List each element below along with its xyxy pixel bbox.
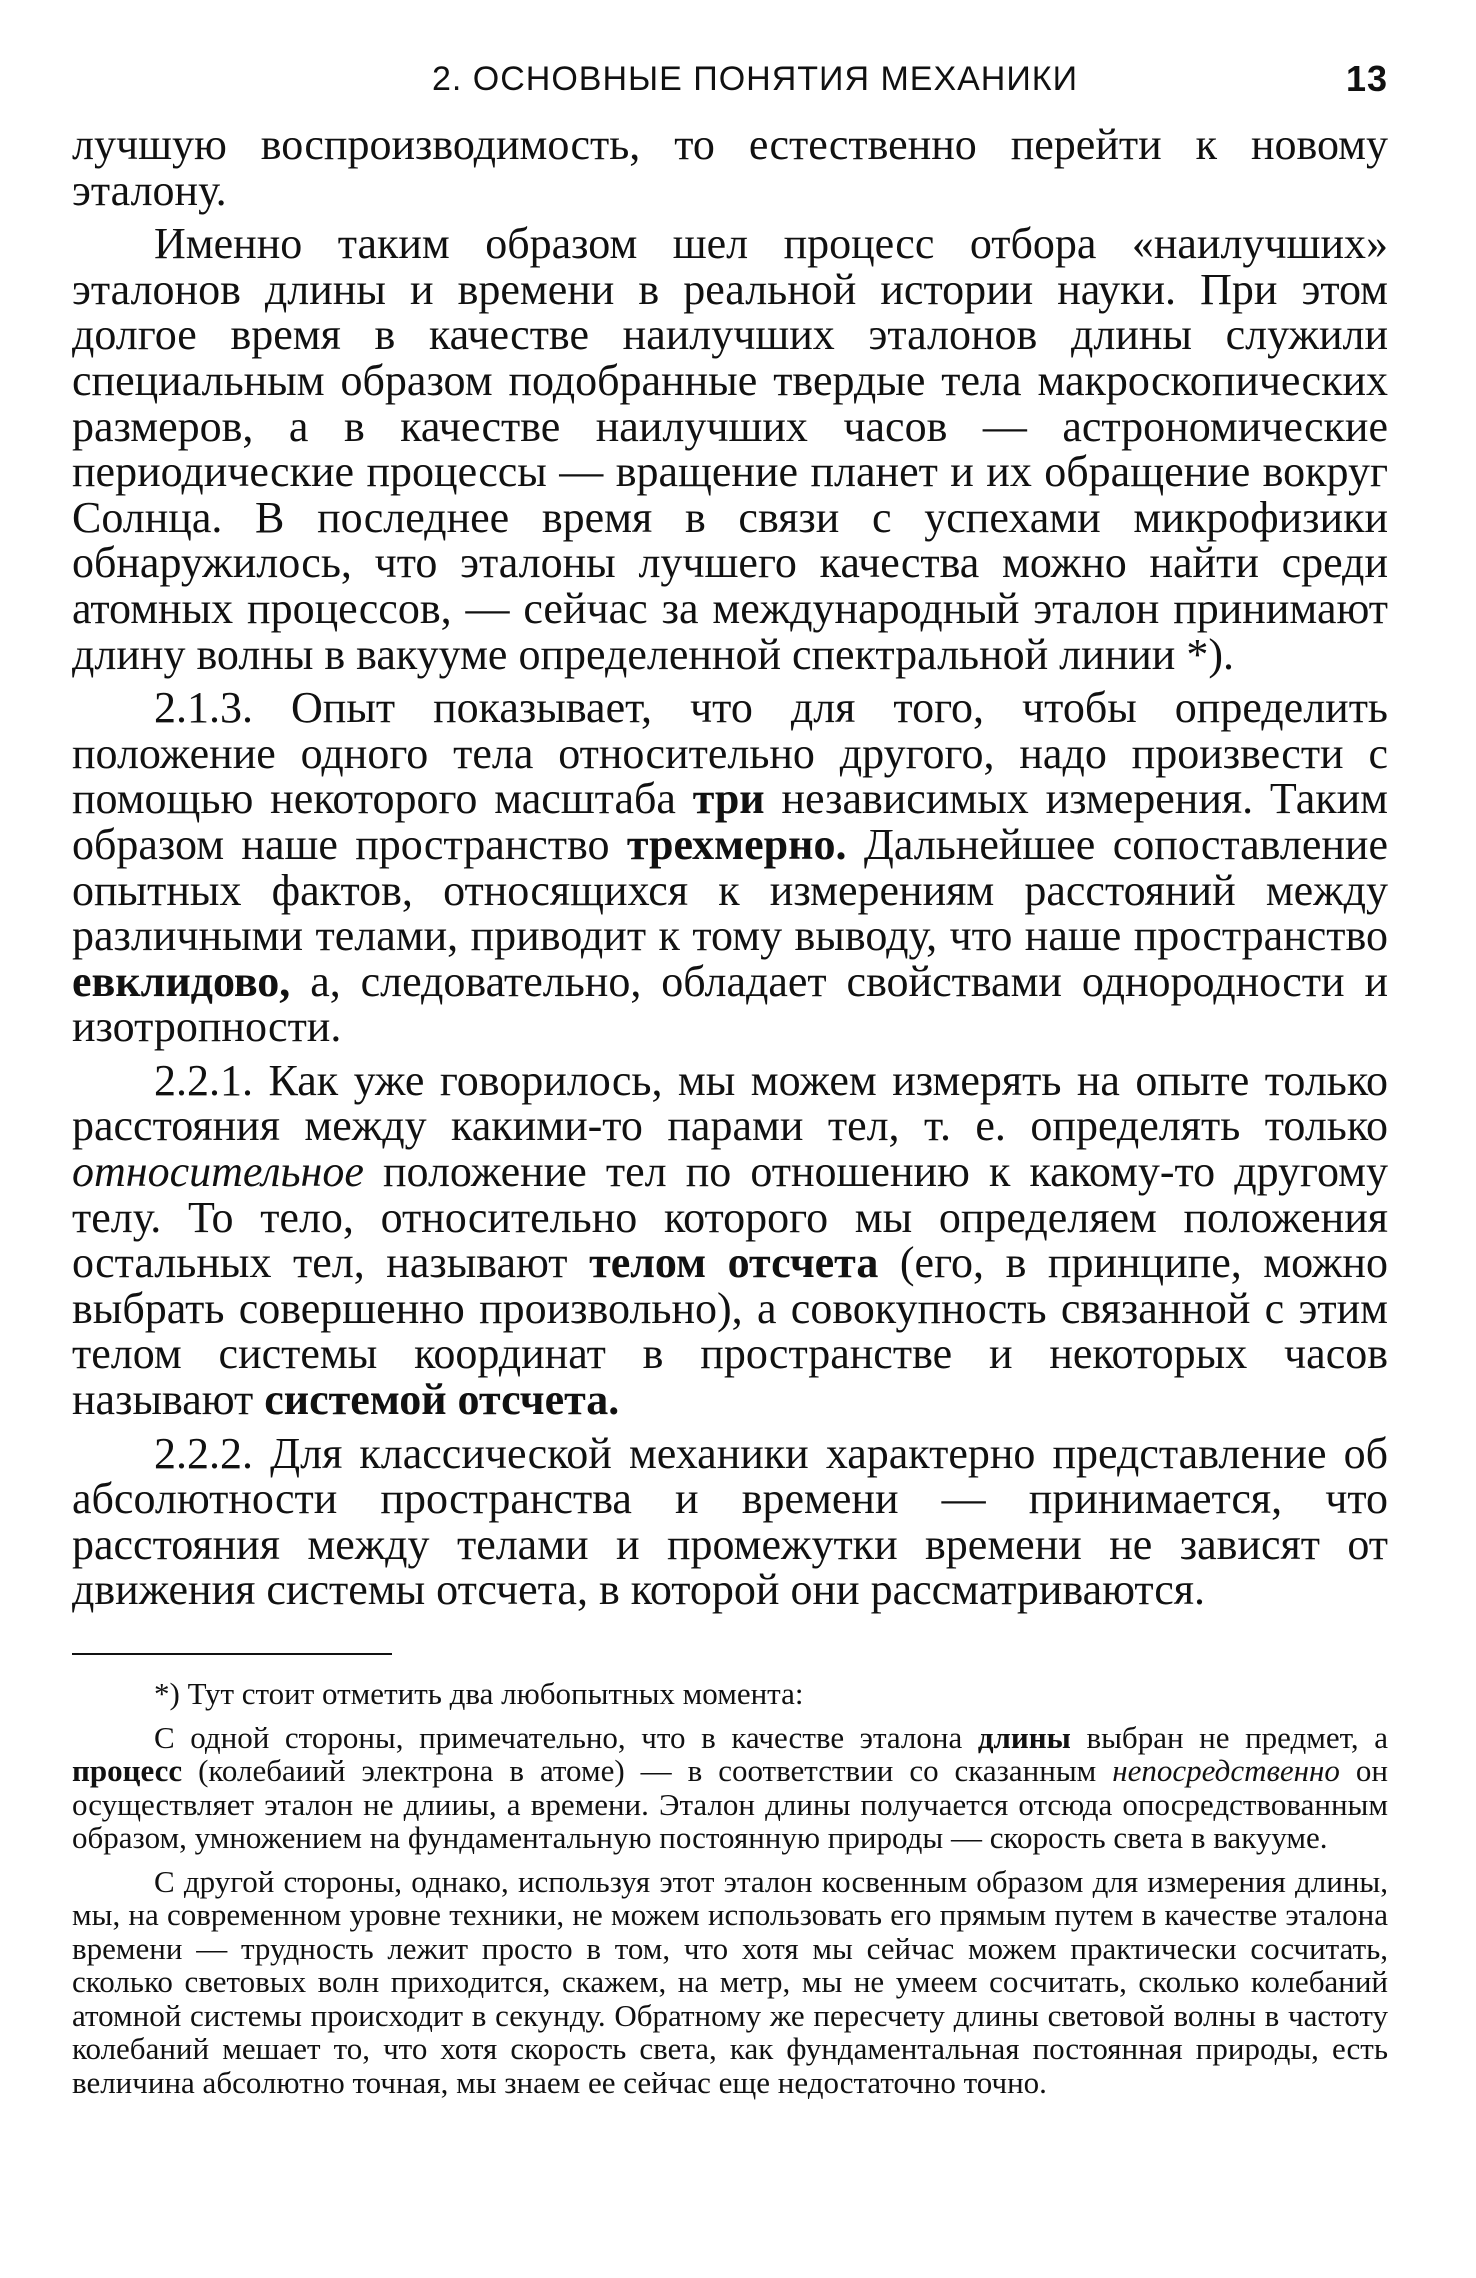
- section-number: 2.2.1.: [154, 1055, 253, 1105]
- paragraph-2-2-1: [72, 1055, 1388, 1425]
- text-span: а, следовательно, обладает свойствами однородности и изотропности.: [72, 956, 1388, 1052]
- footnote-paragraph-2: С другой стороны, однако, используя этот эталон косвенным образом для измерения длины, мы, на современном уровне техники, не можем использовать его прямым путем в качестве эталона времени — трудность лежит просто в том, что хотя мы сейчас можем практически сосчитать, сколько световых волн приходится, скажем, на метр, мы не умеем сосчитать, сколько колебаний атомной системы происходит в секунду. Обратному же пересчету длины световой волны в частоту колебаний мешает то, что хотя скорость света, как фундаментальная постоянная природы, есть величина абсолютно точная, мы знаем ее сейчас еще недостаточно точно.: [72, 1863, 1388, 2100]
- paragraph-2-1-3: [72, 685, 1388, 1050]
- text-span: Для классической механики характерно представление об абсолютности пространства и времени — принимается, что расстояния между телами и промежутки времени не зависят от движения системы отсчета, в которой они рассматриваются.: [72, 1428, 1388, 1615]
- paragraph-etalons: Именно таким образом шел процесс отбора «наилучших» эталонов длины и времени в реальной истории науки. При этом долгое время в качестве наилучших эталонов длины служили специальным образом подобранные твердые тела макроскопических размеров, а в качестве наилучших часов — астрономические периодические процессы — вращение планет и их обращение вокруг Солнца. В последнее время в связи с успехами микрофизики обнаружилось, что эталоны лучшего качества можно найти среди атомных процессов, — сейчас за международный эталон принимают длину волны в вакууме определенной спектральной линии *).: [72, 219, 1388, 679]
- text-span: независимых измерения. Таким образом наше пространство: [72, 774, 1388, 869]
- text-span: положение тел по отношению к какому-то другому телу. То тело, относительно которого мы определяем положения остальных тел, называют: [72, 1147, 1388, 1288]
- running-head: [72, 52, 1388, 122]
- page-number: 13: [1345, 58, 1388, 99]
- footnote-intro: *) Тут стоит отметить два любопытных момента:: [154, 1676, 804, 1711]
- italic-term: относительное: [72, 1147, 364, 1197]
- italic-term: непосредственно: [1112, 1753, 1340, 1788]
- paragraph-2-2-2: [72, 1428, 1388, 1615]
- text-span: (колебаиий электрона в атоме) — в соответствии со сказанным: [182, 1753, 1113, 1788]
- text-span: С одной стороны, примечательно, что в качестве эталона: [154, 1719, 978, 1755]
- paragraph-continuation: лучшую воспроизводимость, то естественно перейти к новому эталону.: [72, 120, 1388, 215]
- text-span: он осуществляет эталон не длииы, а времени. Эталон длины получается отсюда опосредствованным образом, умножением на фундаментальную постоянную природы — скорость света в вакууме.: [72, 1753, 1388, 1855]
- bold-term: длины: [977, 1719, 1071, 1755]
- section-number: 2.1.3.: [154, 683, 253, 733]
- text-span: Дальнейшее сопоставление опытных фактов, относящихся к измерениям расстояний между различными телами, приводит к тому выводу, что наше пространство: [72, 819, 1388, 961]
- bold-term: евклидово,: [72, 956, 291, 1006]
- text-span: Как уже говорилось, мы можем измерять на опыте только расстояния между какими-то парами тел, т. е. определять только: [72, 1055, 1388, 1151]
- footnote-paragraph-1: [72, 1721, 1388, 1855]
- text-span: Опыт показывает, что для того, чтобы определить положение одного тела относительно другого, надо произвести с помощью некоторого масштаба: [72, 683, 1388, 824]
- section-number: 2.2.2.: [154, 1428, 253, 1478]
- chapter-title: 2. ОСНОВНЫЕ ПОНЯТИЯ МЕХАНИКИ: [432, 60, 1079, 98]
- text-span: (его, в принципе, можно выбрать совершенно произвольно), а совокупность связанной с этим телом системы координат в пространстве и некоторых часов называют: [72, 1238, 1388, 1425]
- footnote-block: [72, 1677, 1388, 2099]
- bold-term: процесс: [72, 1753, 183, 1788]
- text-span: выбран не предмет, а: [1070, 1719, 1388, 1755]
- book-page: [72, 52, 1388, 2099]
- main-text: [72, 122, 1388, 1613]
- bold-term: трехмерно.: [626, 819, 847, 869]
- bold-term: системой отсчета.: [264, 1375, 620, 1425]
- bold-term: телом отсчета: [589, 1238, 879, 1288]
- footnote-divider: [72, 1653, 392, 1655]
- bold-term: три: [692, 774, 765, 824]
